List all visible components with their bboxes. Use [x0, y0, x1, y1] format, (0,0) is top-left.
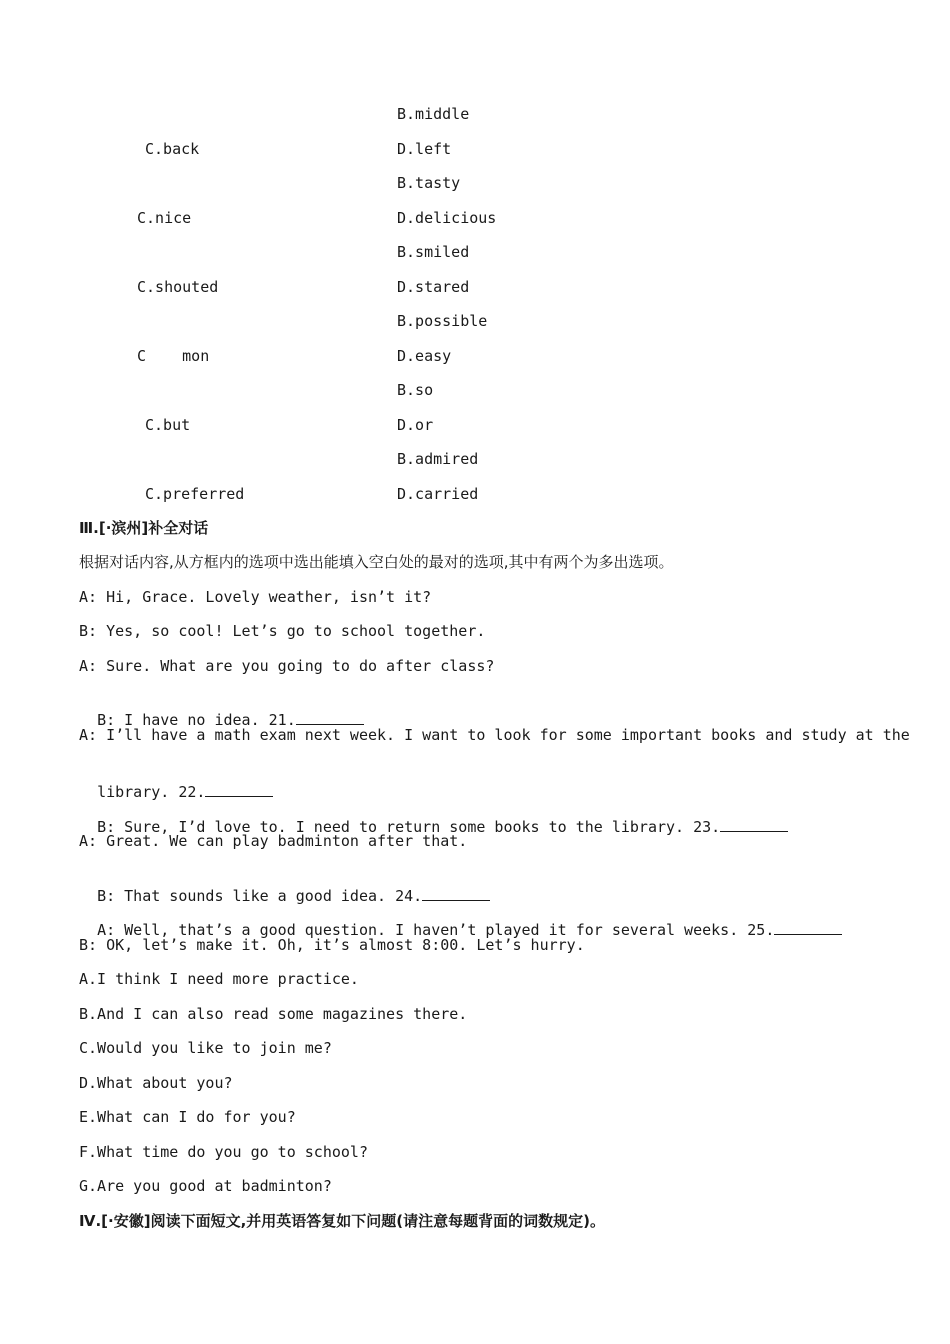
answer-blank-25[interactable]: [774, 920, 842, 935]
option-c-preferred: C.preferred: [145, 485, 245, 503]
option-b-tasty: B.tasty: [397, 174, 461, 192]
option-d-left: D.left: [397, 140, 452, 158]
option-c-nice: C.nice: [137, 209, 192, 227]
option-b-middle: B.middle: [397, 105, 470, 123]
dialogue-line-25: [79, 900, 842, 940]
choice-d: D.What about you?: [79, 1074, 233, 1092]
dialogue-line: A: Great. We can play badminton after that.: [79, 832, 468, 850]
dialogue-text: A: Well, that’s a good question. I haven’t played it for several weeks. 25.: [97, 921, 775, 939]
option-b-smiled: B.smiled: [397, 243, 470, 261]
choice-e: E.What can I do for you?: [79, 1108, 296, 1126]
answer-blank-21[interactable]: [296, 710, 364, 725]
section-3-instruction: 根据对话内容,从方框内的选项中选出能填入空白处的最对的选项,其中有两个为多出选项。: [79, 553, 674, 571]
dialogue-text: B: Sure, I’d love to. I need to return some books to the library. 23.: [97, 818, 721, 836]
option-b-so: B.so: [397, 381, 434, 399]
dialogue-line-22: [79, 762, 273, 802]
option-d-easy: D.easy: [397, 347, 452, 365]
answer-blank-23[interactable]: [720, 817, 788, 832]
dialogue-line: A: I’ll have a math exam next week. I want to look for some important books and study at the: [79, 726, 910, 744]
choice-b: B.And I can also read some magazines there.: [79, 1005, 468, 1023]
dialogue-line: A: Sure. What are you going to do after class?: [79, 657, 495, 675]
section-3-heading: Ⅲ.[·滨州]补全对话: [79, 519, 209, 537]
option-c-mon: C mon: [137, 347, 210, 365]
option-b-possible: B.possible: [397, 312, 488, 330]
dialogue-line: B: OK, let’s make it. Oh, it’s almost 8:00. Let’s hurry.: [79, 936, 585, 954]
section-4-heading: Ⅳ.[·安徽]阅读下面短文,并用英语答复如下问题(请注意每题背面的词数规定)。: [79, 1212, 605, 1230]
option-c-but: C.but: [145, 416, 191, 434]
choice-a: A.I think I need more practice.: [79, 970, 359, 988]
option-c-shouted: C.shouted: [137, 278, 219, 296]
option-c-back: C.back: [145, 140, 200, 158]
option-d-carried: D.carried: [397, 485, 479, 503]
option-d-stared: D.stared: [397, 278, 470, 296]
dialogue-text: library. 22.: [97, 783, 206, 801]
choice-c: C.Would you like to join me?: [79, 1039, 332, 1057]
option-d-or: D.or: [397, 416, 434, 434]
answer-blank-24[interactable]: [422, 886, 490, 901]
dialogue-line: B: Yes, so cool! Let’s go to school together.: [79, 622, 486, 640]
dialogue-line: A: Hi, Grace. Lovely weather, isn’t it?: [79, 588, 432, 606]
dialogue-line-21: [79, 690, 364, 730]
dialogue-text: B: That sounds like a good idea. 24.: [97, 887, 423, 905]
dialogue-text: B: I have no idea. 21.: [97, 711, 296, 729]
choice-g: G.Are you good at badminton?: [79, 1177, 332, 1195]
choice-f: F.What time do you go to school?: [79, 1143, 368, 1161]
option-b-admired: B.admired: [397, 450, 479, 468]
answer-blank-22[interactable]: [205, 782, 273, 797]
option-d-delicious: D.delicious: [397, 209, 497, 227]
